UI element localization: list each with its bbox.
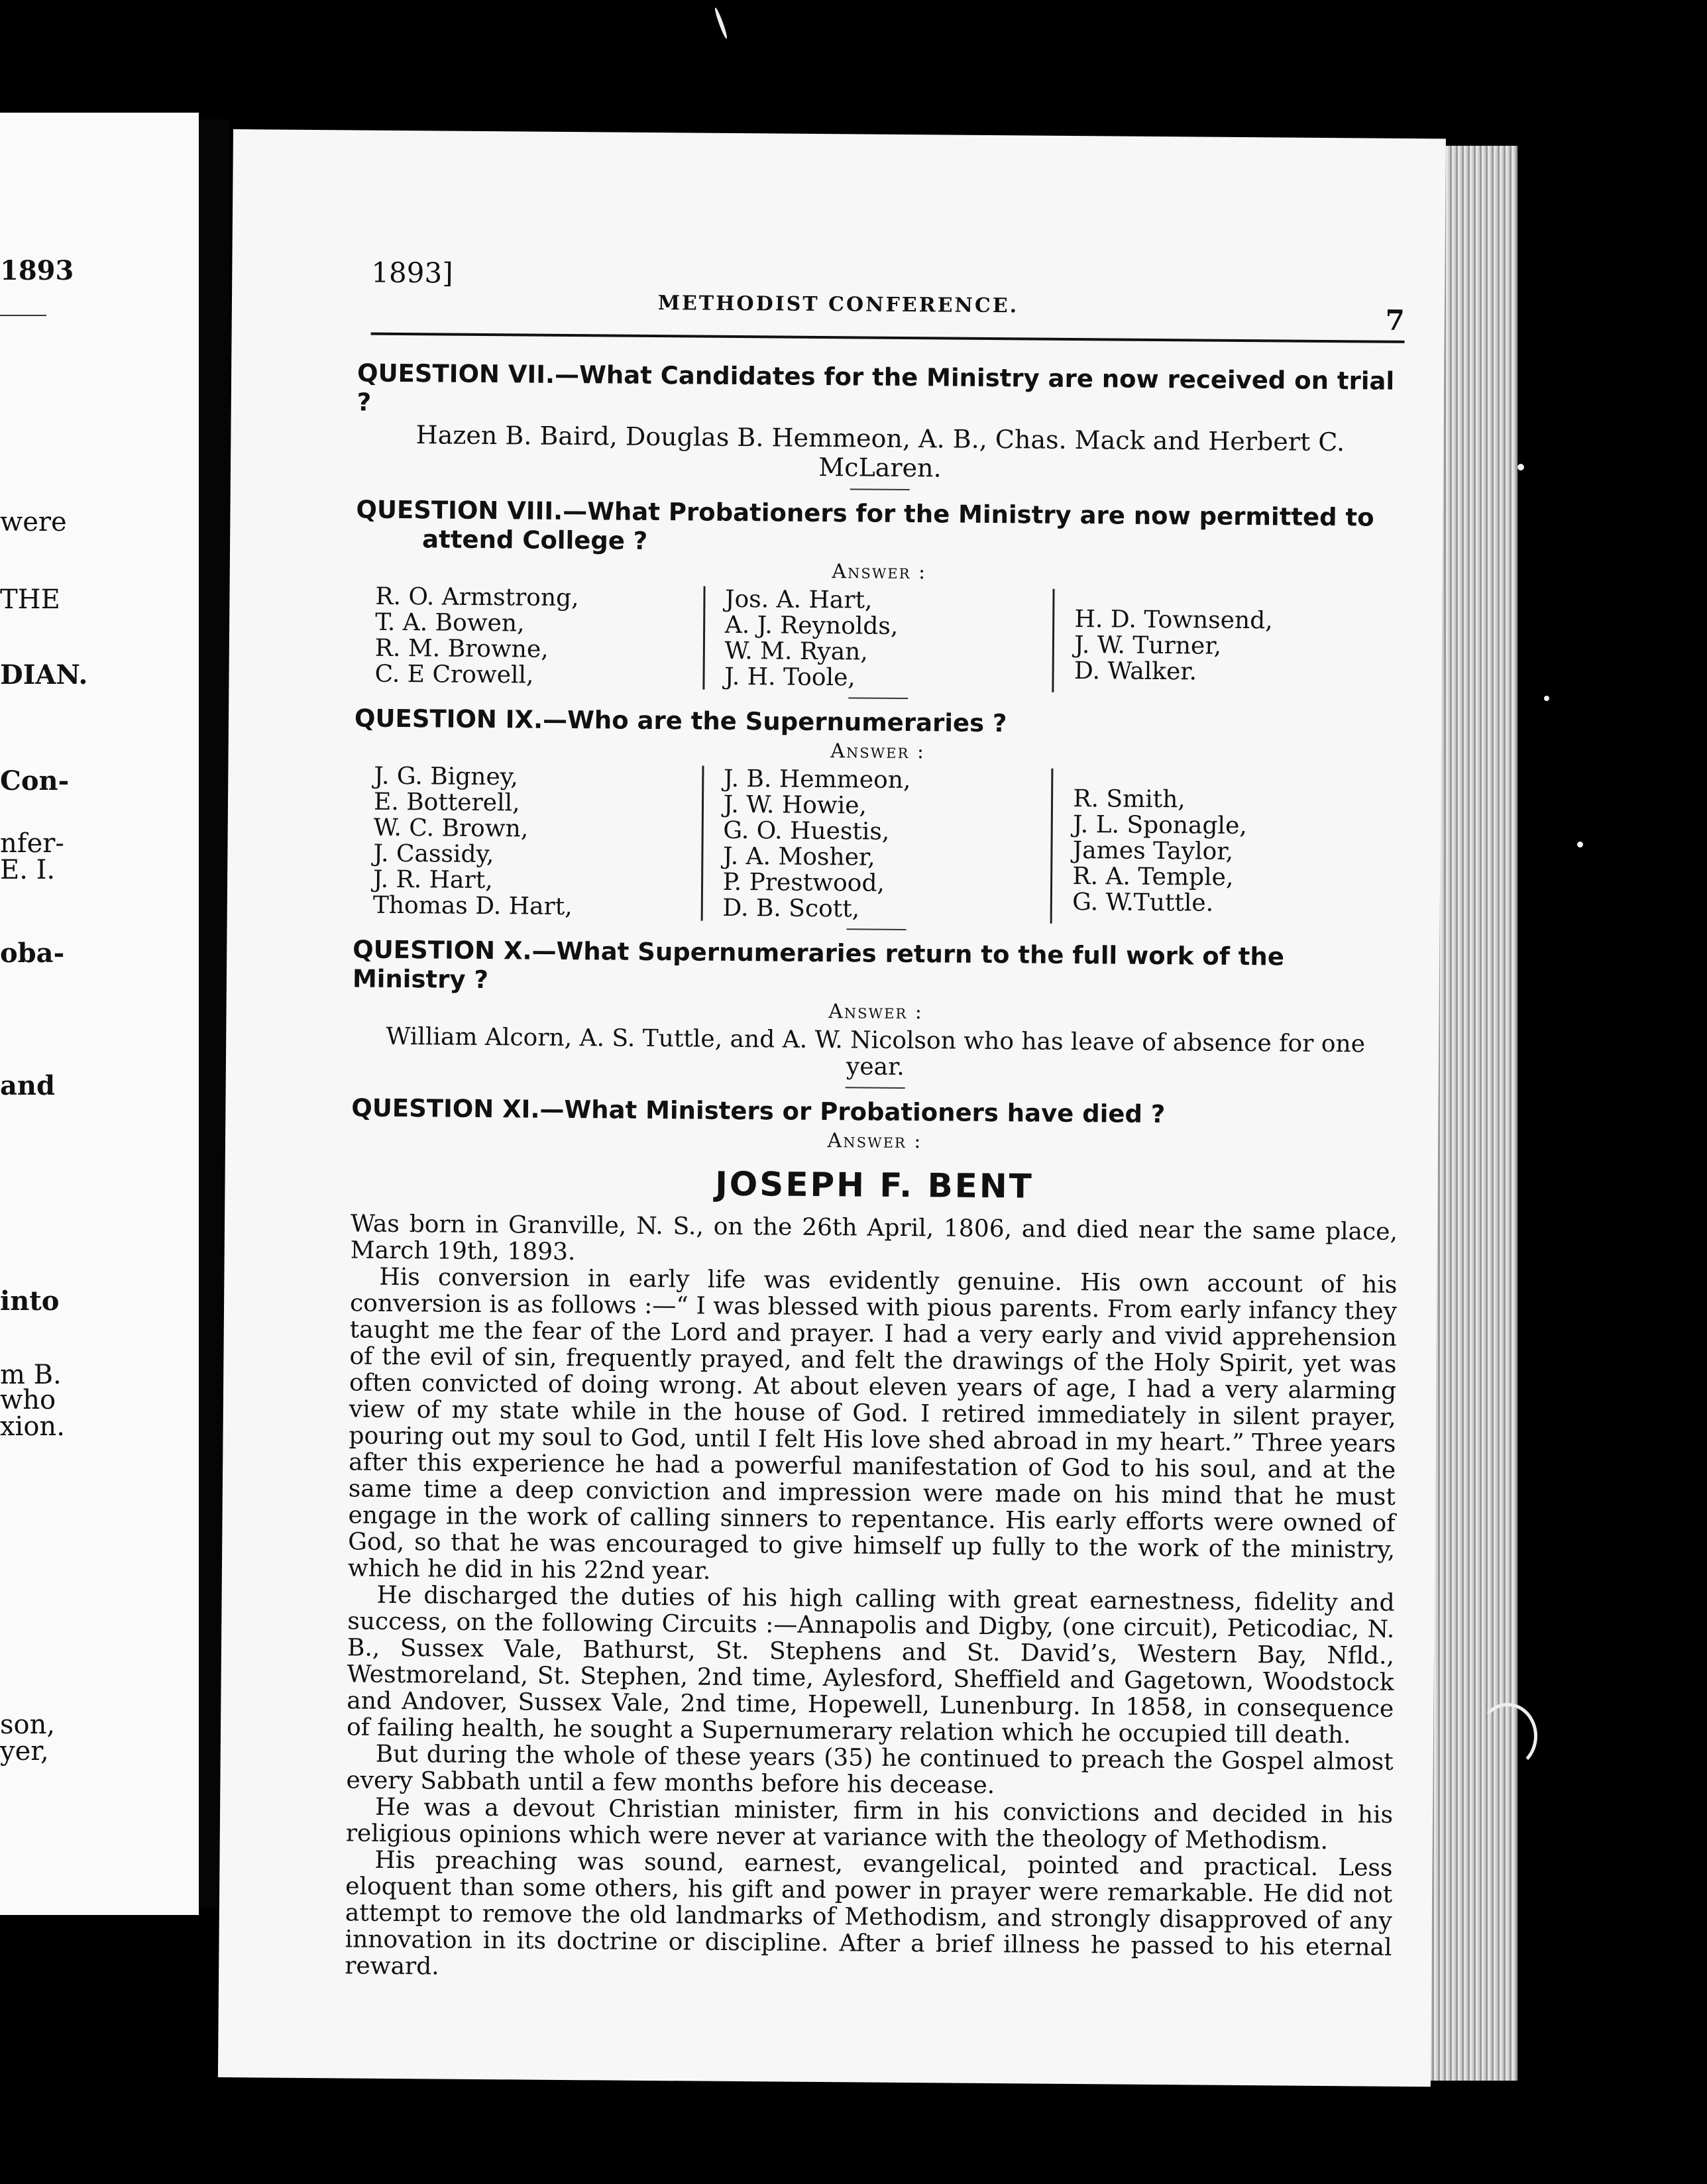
question-10-answer: William Alcorn, A. S. Tuttle, and A. W. Nicolson who has leave of absence for one bbox=[386, 1022, 1366, 1058]
speck-mark bbox=[714, 7, 729, 39]
name-entry: G. W.Tuttle. bbox=[1072, 888, 1214, 917]
name-entry: W. C. Brown, bbox=[373, 814, 529, 843]
question-8: QUESTION VIII.—What Probationers for the Ministry are now permitted to bbox=[356, 495, 1374, 532]
name-entry: R. A. Temple, bbox=[1072, 862, 1234, 891]
name-entry: H. D. Townsend, bbox=[1074, 605, 1273, 635]
obituary-paragraph: Was born in Granville, N. S., on the 26th April, 1806, and died near the same place, March 19th, 1893. bbox=[350, 1210, 1398, 1266]
answer-label: Answer : bbox=[827, 1129, 922, 1154]
answer-label: Answer : bbox=[830, 739, 926, 764]
name-entry: J. R. Hart, bbox=[372, 865, 493, 895]
page-number: 7 bbox=[1385, 303, 1405, 337]
name-entry: J. H. Toole, bbox=[724, 663, 856, 692]
name-entry: D. Walker. bbox=[1074, 657, 1197, 686]
name-entry: J. W. Turner, bbox=[1074, 631, 1222, 660]
left-page-text: son, bbox=[0, 1710, 56, 1740]
running-head-title: METHODIST CONFERENCE. bbox=[657, 292, 1019, 318]
name-entry: J. Cassidy, bbox=[373, 840, 494, 869]
separator bbox=[848, 697, 908, 699]
name-entry: J. G. Bigney, bbox=[374, 762, 518, 791]
question-10: QUESTION X.—What Supernumeraries return to the full work of the Ministry ? bbox=[352, 935, 1285, 995]
separator bbox=[850, 488, 910, 490]
page-content bbox=[345, 358, 1404, 1987]
question-7-names: Hazen B. Baird, Douglas B. Hemmeon, A. B., Chas. Mack and Herbert C. McLaren. bbox=[415, 420, 1345, 483]
name-column bbox=[355, 583, 703, 689]
name-entry: A. J. Reynolds, bbox=[724, 611, 899, 640]
separator bbox=[846, 1087, 905, 1089]
speck-mark bbox=[1577, 842, 1583, 847]
obituary-title: JOSEPH F. BENT bbox=[714, 1164, 1034, 1206]
name-column bbox=[1050, 769, 1401, 926]
question-7: QUESTION VII.—What Candidates for the Ministry are now received on trial ? bbox=[357, 358, 1395, 417]
answer-label: Answer : bbox=[832, 560, 927, 584]
running-head-year: 1893] bbox=[371, 256, 453, 290]
speck-mark bbox=[1544, 696, 1549, 701]
name-entry: E. Botterell, bbox=[373, 788, 520, 817]
name-entry: P. Prestwood, bbox=[722, 868, 885, 897]
name-column bbox=[700, 766, 1051, 924]
name-entry: R. O. Armstrong, bbox=[375, 582, 579, 612]
obituary-paragraph: He was a devout Christian minister, firm in his convictions and decided in his religious opinions which were never at variance with the theology of Methodism. bbox=[345, 1793, 1394, 1855]
obituary-paragraph: But during the whole of these years (35) he continued to preach the Gospel almost every Sabbath until a few months before his decease. bbox=[346, 1740, 1394, 1800]
left-page-text: nfer- bbox=[0, 828, 64, 859]
supernumeraries-list bbox=[353, 763, 1402, 926]
question-8-cont: attend College ? bbox=[421, 525, 648, 555]
left-page-text: yer, bbox=[0, 1736, 49, 1767]
name-entry: J. B. Hemmeon, bbox=[723, 765, 911, 794]
left-page-year: 1893 bbox=[0, 255, 74, 286]
left-page-text: Con- bbox=[0, 765, 70, 796]
left-page-text: were bbox=[0, 507, 67, 537]
name-entry: J. A. Mosher, bbox=[722, 842, 875, 871]
name-entry: C. E Crowell, bbox=[374, 660, 534, 689]
left-page-fragment bbox=[0, 113, 199, 1915]
right-page bbox=[218, 129, 1446, 2087]
left-page-text: xion. bbox=[0, 1411, 65, 1442]
left-page-text: E. I. bbox=[0, 855, 56, 885]
question-10-answer-end: year. bbox=[846, 1053, 905, 1081]
obituary-paragraph: He discharged the duties of his high calling with great earnestness, fidelity and success, on the following Circuits :—Annapolis and Digby, (one circuit), Peticodiac, N. B., Sussex Vale, Bathurst, St. Stephens and St. David’s, Western Bay, Nfld., Westmoreland, St. Stephen, 2nd time, Aylesford, Sheffield and Gagetown, Woodstock and Andover, Sussex Vale, 2nd time, Hopewell, Lunenburg. In 1858, in consequence of failing health, he sought a Supernumerary relation which he occupied till death. bbox=[346, 1581, 1395, 1749]
name-entry: Thomas D. Hart, bbox=[372, 891, 573, 921]
question-9: QUESTION IX.—Who are the Supernumeraries ? bbox=[354, 704, 1007, 738]
curl-mark bbox=[1478, 1703, 1537, 1769]
name-entry: Jos. A. Hart, bbox=[724, 585, 873, 614]
left-page-rule bbox=[0, 315, 46, 316]
name-entry: G. O. Huestis, bbox=[723, 816, 890, 846]
answer-label: Answer : bbox=[828, 1000, 924, 1024]
name-entry: R. Smith, bbox=[1073, 785, 1186, 814]
left-page-text: who bbox=[0, 1385, 56, 1415]
left-page-text: DIAN. bbox=[0, 659, 88, 690]
name-entry: J. L. Sponagle, bbox=[1072, 810, 1247, 840]
obituary-paragraph: His preaching was sound, earnest, evangelical, pointed and practical. Less eloquent than some others, his gift and power in prayer were remarkable. He did not attempt to remove the old landmarks of Methodism, and strongly disapproved of any innovation in its doctrine or discipline. After a brief illness he passed to his eternal reward. bbox=[345, 1846, 1393, 1981]
left-page-text: into bbox=[0, 1285, 60, 1317]
question-11: QUESTION XI.—What Ministers or Probationers have died ? bbox=[351, 1093, 1166, 1129]
name-entry: T. A. Bowen, bbox=[375, 608, 525, 637]
name-entry: J. W. Howie, bbox=[723, 791, 867, 820]
left-page-text: m B. bbox=[0, 1360, 62, 1390]
name-column bbox=[702, 586, 1053, 692]
probationers-list bbox=[355, 583, 1402, 694]
name-entry: R. M. Browne, bbox=[374, 634, 549, 663]
obituary-paragraph: His conversion in early life was evidently genuine. His own account of his conversion is as follows :—“ I was blessed with pious parents. From early infancy they taught me the fear of the Lord and prayer. I had a very early and vivid apprehension of the evil of sin, frequently prayed, and felt the drawings of the Holy Spirit, yet was often convicted of doing wrong. At about eleven years of age, I had a very alarming view of my state while in the house of God. I retired immediately in silent prayer, pouring out my soul to God, until I felt His love shed abroad in my heart.” Three years after this experience he had a powerful manifestation of God to his soul, and at the same time a deep conviction and impression were made on his mind that he must engage in the work of calling sinners to repentance. His early efforts were owned of God, so that he was encouraged to give himself up fully to the work of the ministry, which he did in his 22nd year. bbox=[347, 1263, 1398, 1585]
name-column bbox=[1052, 589, 1403, 695]
name-column bbox=[353, 763, 702, 920]
left-page-text: and bbox=[0, 1070, 55, 1101]
name-entry: James Taylor, bbox=[1072, 836, 1234, 865]
name-entry: W. M. Ryan, bbox=[724, 637, 868, 666]
speck-mark bbox=[1517, 464, 1524, 470]
name-entry: D. B. Scott, bbox=[722, 894, 860, 923]
separator bbox=[847, 928, 907, 930]
left-page-text: THE bbox=[0, 584, 60, 615]
header-rule bbox=[371, 333, 1405, 343]
left-page-text: oba- bbox=[0, 938, 65, 969]
